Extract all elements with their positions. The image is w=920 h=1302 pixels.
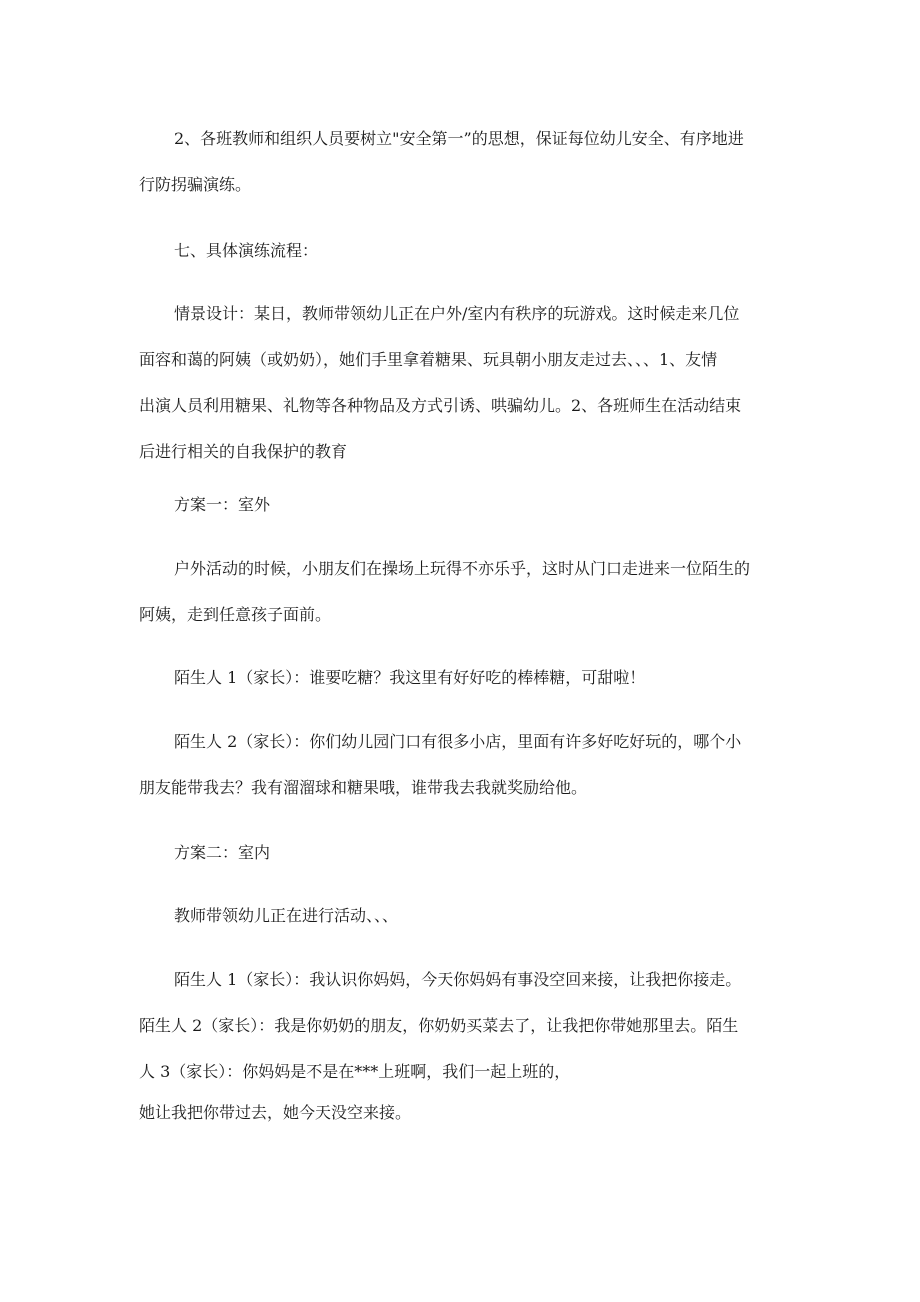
paragraph-indoor-scene: 教师带领幼儿正在进行活动、、、	[174, 906, 399, 925]
dialogue-stranger-2-outdoor: 陌生人 2（家长）：你们幼儿园门口有很多小店，里面有许多好吃好玩的，哪个小 朋友能带我去？我有溜溜球和糖果哦，谁带我去我就奖励给他。	[139, 732, 742, 797]
paragraph-outdoor-scene: 户外活动的时候，小朋友们在操场上玩得不亦乐乎，这时从门口走进来一位陌生的 阿姨，走到任意孩子面前。	[139, 559, 751, 624]
heading-plan-outdoor: 方案一：室外	[174, 495, 271, 514]
dialogue-stranger-1-outdoor: 陌生人 1（家长）：谁要吃糖？我这里有好好吃的棒棒糖，可甜啦！	[174, 668, 646, 687]
heading-plan-indoor: 方案二：室内	[174, 843, 271, 862]
heading-drill-process: 七、具体演练流程：	[174, 241, 319, 260]
paragraph-scenario-design: 情景设计：某日，教师带领幼儿正在户外/室内有秩序的玩游戏。这时候走来几位 面容和蔼的阿姨（或奶奶），她们手里拿着糖果、玩具朝小朋友走过去、、、1、友情 出演人员利用糖果、礼物等各种物品及方式引诱、哄骗幼儿。2、各班师生在活动结束 后进行相关的自我保护的教育	[139, 304, 742, 461]
dialogue-strangers-indoor: 陌生人 1（家长）：我认识你妈妈，今天你妈妈有事没空回来接，让我把你接走。 陌生人 2（家长）：我是你奶奶的朋友，你奶奶买菜去了，让我把你带她那里去。陌生 人 3（家长）：你妈妈是不是在***上班啊，我们一起上班的，	[139, 970, 742, 1081]
paragraph-safety-first: 2、各班教师和组织人员要树立"安全第一”的思想，保证每位幼儿安全、有序地进 行防拐骗演练。	[139, 129, 744, 194]
paragraph-closing-line: 她让我把你带过去，她今天没空来接。	[139, 1103, 412, 1122]
